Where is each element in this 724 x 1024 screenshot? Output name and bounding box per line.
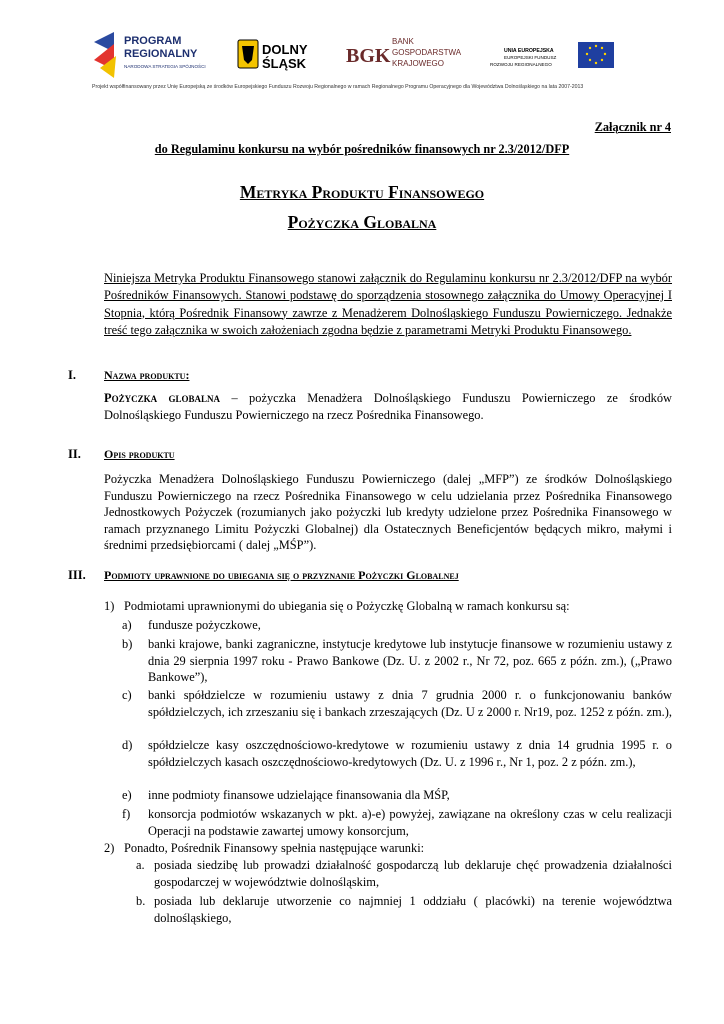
section-3-number: III. (68, 568, 86, 582)
section-3-heading: Podmioty uprawnione do ubiegania się o przyznanie Pożyczki Globalnej (104, 568, 459, 582)
cofinancing-note: Projekt współfinansowany przez Unię Europejską ze środków Europejskiego Funduszu Rozwoju Regionalnego w ramach Regionalnego Programu Operacyjnego dla Województwa Dolnośląskiego na lata 2007-2013 (92, 84, 584, 90)
bgk-line1: BANK (392, 37, 414, 46)
list-point-1-text: Podmiotami uprawnionymi do ubiegania się o Pożyczkę Globalną w ramach konkursu są: (124, 599, 570, 613)
section-2-text: Pożyczka Menadżera Dolnośląskiego Funduszu Powierniczego (dalej „MFP”) ze środków Dolnośląskiego Funduszu Powierniczego na rzecz Pośrednika Finansowego w celu udzielania przez Pośrednika Finansowego Jednostkowych Pożyczek (rozumianych jako pożyczki lub kredyty udzielone przez Pośrednika Finansowego w ramach przyznanego Limitu Pożyczki Globalnej) dla Ostatecznych Beneficjentów będących mikro, małymi i średnimi przedsiębiorcami ( dalej „MŚP”). (104, 472, 672, 553)
list-item-marker: f) (122, 807, 131, 821)
ue-line1: UNIA EUROPEJSKA (504, 48, 554, 54)
list-item: fundusze pożyczkowe, (148, 618, 261, 632)
logo-bar (0, 30, 724, 88)
section-2-heading: Opis produktu (104, 447, 175, 461)
list-item-marker: e) (122, 788, 132, 802)
program-line2: REGIONALNY (124, 48, 198, 60)
list-item: inne podmioty finansowe udzielające finansowania dla MŚP, (148, 788, 450, 802)
list-item: posiada lub deklaruje utworzenie co najmniej 1 oddziału ( placówki) na terenie województwa dolnośląskiego, (154, 894, 672, 925)
ue-line3: ROZWOJU REGIONALNEGO (490, 62, 552, 67)
section-1-lead: Pożyczka globalna (104, 391, 221, 405)
list-item-marker: a) (122, 618, 132, 632)
list-item-marker: a. (136, 858, 145, 872)
list-point-1-marker: 1) (104, 599, 115, 613)
document-title: Metryka Produktu Finansowego (239, 182, 485, 202)
attachment-number: Załącznik nr 4 (594, 120, 671, 134)
bgk-line3: KRAJOWEGO (392, 59, 445, 68)
list-item-marker: b) (122, 637, 133, 651)
dolny-line1: DOLNY (262, 42, 308, 57)
list-point-2-text: Ponadto, Pośrednik Finansowy spełnia następujące warunki: (124, 841, 425, 855)
section-1-number: I. (68, 368, 76, 382)
intro-paragraph: Niniejsza Metryka Produktu Finansowego stanowi załącznik do Regulaminu konkursu nr 2.3/2012/DFP na wybór Pośredników Finansowych. Stanowi podstawę do sporządzenia stosownego załącznika do Umowy Operacyjnej I Stopnia, którą Pośrednik Finansowy zawrze z Menadżerem Dolnośląskiego Funduszu Powierniczego. Jednakże treść tego załącznika w swoich założeniach zgodna będzie z parametrami Metryki Produktu Finansowego. (104, 271, 672, 337)
list-item-marker: d) (122, 738, 133, 752)
section-1-body: – pożyczka Menadżera Dolnośląskiego Funduszu Powierniczego ze środków Dolnośląskiego Funduszu Powierniczego na rzecz Pośrednika Finansowego. (104, 391, 673, 422)
document-subtitle: Pożyczka Globalna (287, 212, 437, 232)
list-item: banki spółdzielcze w rozumieniu ustawy z dnia 7 grudnia 2000 r. o funkcjonowaniu banków spółdzielczych, ich zrzeszaniu się i bankach zrzeszających (Dz. U z 2000 r. Nr19, poz. 1252 z późn. zm.), (148, 688, 672, 719)
list-item: spółdzielcze kasy oszczędnościowo-kredytowe w rozumieniu ustawy z dnia 14 grudnia 1995 r. o spółdzielczych kasach oszczędnościowo-kredytowych (Dz. U. z 1996 r., Nr 1, poz. 2 z późn. zm.), (148, 738, 672, 769)
program-regionalny-logo (92, 30, 222, 80)
program-sub: NARODOWA STRATEGIA SPÓJNOŚCI (124, 64, 206, 69)
bgk-logo (344, 30, 474, 80)
eu-logo (490, 30, 618, 80)
list-item-marker: c) (122, 688, 132, 702)
dolny-slask-logo (236, 30, 322, 80)
bgk-mark: BGK (346, 45, 391, 67)
section-1-heading: Nazwa produktu: (104, 368, 190, 382)
regulation-reference: do Regulaminu konkursu na wybór pośredników finansowych nr 2.3/2012/DFP (154, 142, 570, 156)
list-point-2-marker: 2) (104, 841, 115, 855)
list-item-marker: b. (136, 894, 146, 908)
list-item: banki krajowe, banki zagraniczne, instytucje kredytowe lub instytucje finansowe w rozumieniu ustawy z dnia 29 sierpnia 1997 roku - Prawo Bankowe (Dz. U. z 2002 r., Nr 72, poz. 665 z późn. zm.), („Prawo Bankowe”), (148, 637, 672, 685)
section-2-number: II. (68, 447, 81, 461)
bgk-line2: GOSPODARSTWA (392, 48, 462, 57)
list-item: posiada siedzibę lub prowadzi działalność gospodarczą lub deklaruje chęć prowadzenia działalności gospodarczej w województwie dolnośląskim, (154, 858, 672, 889)
ue-line2: EUROPEJSKI FUNDUSZ (504, 55, 557, 60)
list-item: konsorcja podmiotów wskazanych w pkt. a)-e) powyżej, zawiązane na określony czas w celu realizacji Operacji na podstawie zawartej umowy konsorcjum, (148, 807, 672, 838)
dolny-line2: ŚLĄSK (262, 56, 307, 71)
section-1-text (104, 390, 672, 423)
program-line1: PROGRAM (124, 35, 182, 47)
